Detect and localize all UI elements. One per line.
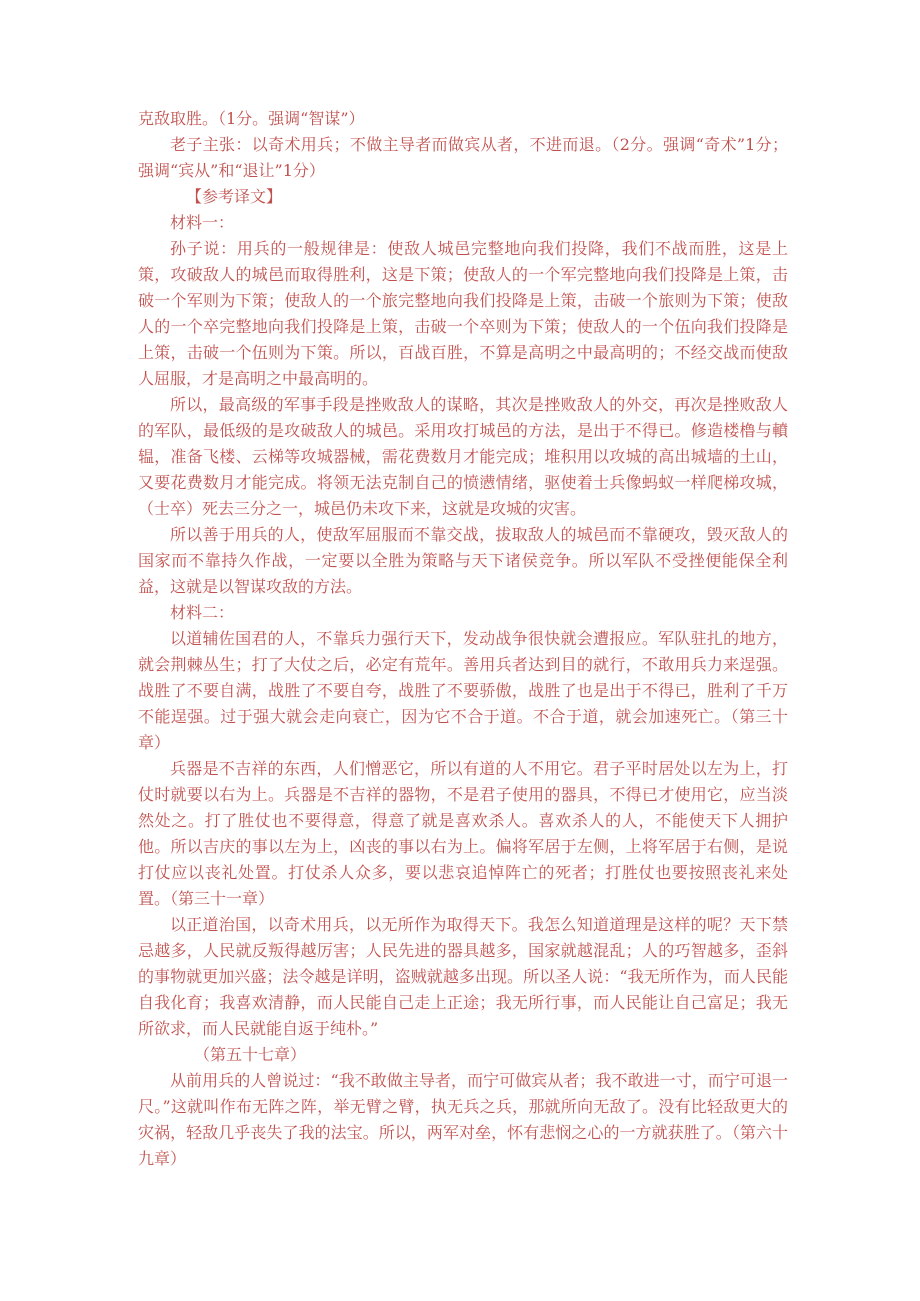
- answer-line-2: 老子主张：以奇术用兵；不做主导者而做宾从者，不进而退。（2分。强调“奇术”1分；强调“宾从”和“退让”1分）: [138, 135, 788, 180]
- material-one-paragraph-3: 所以善于用兵的人，使敌军屈服而不靠交战，拔取敌人的城邑而不靠硬攻，毁灭敌人的国家而不靠持久作战，一定要以全胜为策略与天下诸侯竞争。所以军队不受挫便能保全利益，这就是以智谋攻敌的方法。: [138, 525, 788, 596]
- material-two-paragraph-3: 以正道治国，以奇术用兵，以无所作为取得天下。我怎么知道道理是这样的呢？天下禁忌越多，人民就反叛得越厉害；人民先进的器具越多，国家就越混乱；人的巧智越多，歪斜的事物就更加兴盛；法令越是详明，盗贼就越多出现。所以圣人说：“我无所作为，而人民能自我化育；我喜欢清静，而人民能自己走上正途；我无所行事，而人民能让自己富足；我无所欲求，而人民就能自返于纯朴。”: [138, 915, 788, 1038]
- material-one-label: 材料一：: [170, 213, 235, 232]
- section-heading: 【参考译文】: [186, 187, 283, 206]
- material-two-paragraph-4: 从前用兵的人曾说过：“我不敢做主导者，而宁可做宾从者；我不敢进一寸，而宁可退一尺。”这就叫作布无阵之阵，举无臂之臂，执无兵之兵，那就所向无敌了。没有比轻敌更大的灾祸，轻敌几乎丧失了我的法宝。所以，两军对垒，怀有悲悯之心的一方就获胜了。（第六十九章）: [138, 1071, 788, 1168]
- material-two-chapter-57: （第五十七章）: [194, 1045, 307, 1064]
- document-body: [138, 106, 788, 1172]
- material-two-label: 材料二：: [170, 603, 235, 622]
- material-two-paragraph-1: 以道辅佐国君的人，不靠兵力强行天下，发动战争很快就会遭报应。军队驻扎的地方，就会荆棘丛生；打了大仗之后，必定有荒年。善用兵者达到目的就行，不敢用兵力来逞强。战胜了不要自满，战胜了不要自夸，战胜了不要骄傲，战胜了也是出于不得已，胜利了千万不能逞强。过于强大就会走向衰亡，因为它不合于道。不合于道，就会加速死亡。（第三十章）: [138, 629, 788, 752]
- answer-line-1: 克敌取胜。（1分。强调“智谋”）: [138, 109, 365, 128]
- material-one-paragraph-2: 所以，最高级的军事手段是挫败敌人的谋略，其次是挫败敌人的外交，再次是挫败敌人的军队，最低级的是攻破敌人的城邑。采用攻打城邑的方法，是出于不得已。修造楼橹与轒辒，准备飞楼、云梯等攻城器械，需花费数月才能完成；堆积用以攻城的高出城墙的土山，又要花费数月才能完成。将领无法克制自己的愤懑情绪，驱使着士兵像蚂蚁一样爬梯攻城，（士卒）死去三分之一，城邑仍未攻下来，这就是攻城的灾害。: [138, 395, 788, 518]
- material-one-paragraph-1: 孙子说：用兵的一般规律是：使敌人城邑完整地向我们投降，我们不战而胜，这是上策，攻破敌人的城邑而取得胜利，这是下策；使敌人的一个军完整地向我们投降是上策，击破一个军则为下策；使敌人的一个旅完整地向我们投降是上策，击破一个旅则为下策；使敌人的一个卒完整地向我们投降是上策，击破一个卒则为下策；使敌人的一个伍向我们投降是上策，击破一个伍则为下策。所以，百战百胜，不算是高明之中最高明的；不经交战而使敌人屈服，才是高明之中最高明的。: [138, 239, 788, 388]
- material-two-paragraph-2: 兵器是不吉祥的东西，人们憎恶它，所以有道的人不用它。君子平时居处以左为上，打仗时就要以右为上。兵器是不吉祥的器物，不是君子使用的器具，不得已才使用它，应当淡然处之。打了胜仗也不要得意，得意了就是喜欢杀人。喜欢杀人的人，不能使天下人拥护他。所以吉庆的事以左为上，凶丧的事以右为上。偏将军居于左侧，上将军居于右侧，是说打仗应以丧礼处置。打仗杀人众多，要以悲哀追悼阵亡的死者；打胜仗也要按照丧礼来处置。（第三十一章）: [138, 759, 788, 908]
